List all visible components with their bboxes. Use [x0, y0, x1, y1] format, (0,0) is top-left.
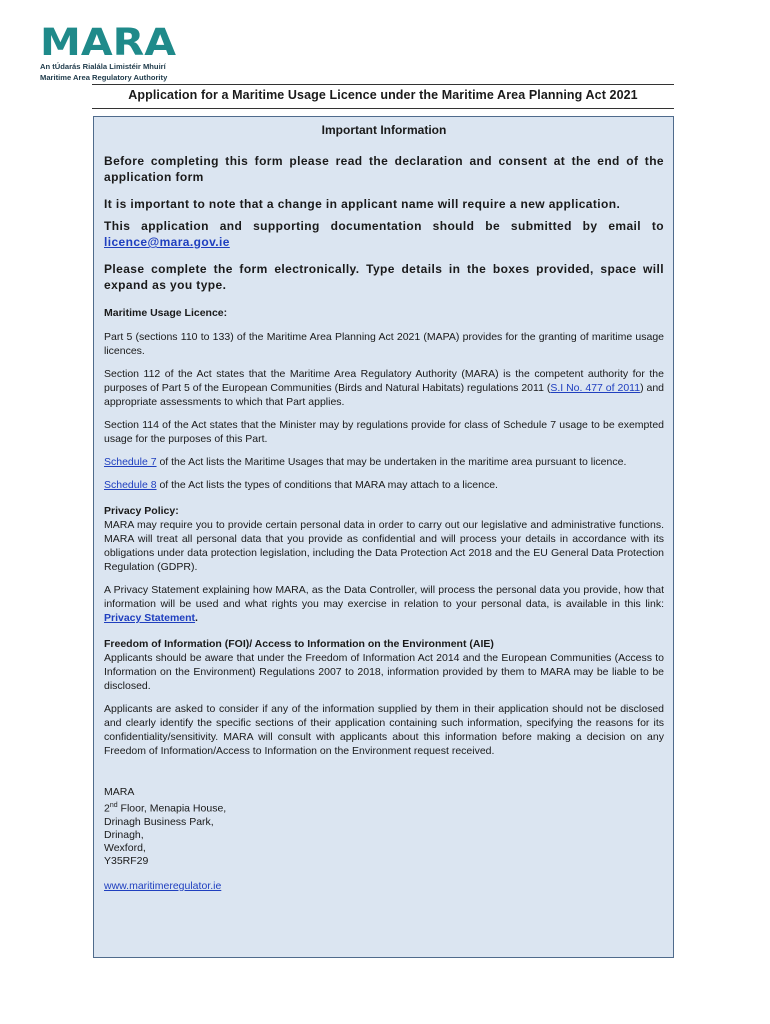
website-link[interactable]: www.maritimeregulator.ie	[104, 879, 222, 892]
logo-subtitle-irish: An tÚdarás Rialála Limistéir Mhuirí	[40, 62, 166, 71]
schedule8-link[interactable]: Schedule 8	[104, 479, 157, 491]
floor-number: 2	[104, 802, 110, 815]
logo-subtitle-english: Maritime Area Regulatory Authority	[40, 73, 168, 82]
postal-address	[104, 786, 664, 868]
para-schedule7	[104, 455, 664, 469]
s112-text-before: Section 112 of the Act states that the Maritime Area Regulatory Authority (MARA) is the competent authority for the purposes of Part 5 of the European Communities (Birds and Natural Habitats) regulations 2011 (	[104, 368, 664, 394]
notice-electronic: Please complete the form electronically. Type details in the boxes provided, space will expand as you type.	[104, 262, 664, 292]
notice-submission	[104, 218, 664, 250]
box-heading: Important Information	[321, 123, 447, 137]
privacy-section	[104, 504, 664, 574]
foi-section	[104, 637, 664, 693]
mara-logo	[40, 24, 180, 82]
notice-submission-text: This application and supporting documentation should be submitted by email to	[104, 219, 664, 233]
schedule8-text: of the Act lists the types of conditions that MARA may attach to a licence.	[156, 479, 498, 491]
title-bottom-rule	[92, 108, 674, 109]
privacy-statement-link[interactable]: Privacy Statement	[104, 612, 196, 624]
mara-logo-wordmark	[40, 24, 180, 60]
address-line-2	[104, 799, 664, 816]
privacy-statement-para	[104, 583, 664, 625]
address-line-4: Drinagh,	[104, 828, 144, 841]
title-top-rule	[92, 84, 674, 85]
applicants-para: Applicants are asked to consider if any of the information supplied by them in their application should not be disclosed and clearly identify the specific sections of their application containing such information, specifying the reasons for its confidentiality/sensitivity. MARA will consult with applicants about this information before making a decision on any Freedom of Information/Access to Information on the Environment request received.	[104, 703, 664, 757]
para-section114: Section 114 of the Act states that the Minister may by regulations provide for class of Schedule 7 usage to be exempted usage for the purposes of this Part.	[104, 419, 664, 445]
address-line-3: Drinagh Business Park,	[104, 815, 214, 828]
para-schedule8	[104, 478, 664, 492]
privacy-statement-end: .	[195, 612, 198, 624]
schedule7-link[interactable]: Schedule 7	[104, 456, 157, 468]
para-section112	[104, 367, 664, 409]
privacy-heading: Privacy Policy:	[104, 505, 179, 517]
para-part5: Part 5 (sections 110 to 133) of the Maritime Area Planning Act 2021 (MAPA) provides for the granting of maritime usage licences.	[104, 331, 664, 357]
address-line-5: Wexford,	[104, 841, 146, 854]
floor-suffix: nd	[109, 802, 118, 809]
floor-rest: Floor, Menapia House,	[117, 802, 227, 815]
privacy-text: MARA may require you to provide certain personal data in order to carry out our legislative and administrative functions. MARA will treat all personal data that you provide as confidential and will process your details in accordance with its obligations under data protection legislation, including the Data Protection Act 2018 and the EU General Data Protection Regulation (GDPR).	[104, 519, 664, 573]
important-information-box	[93, 116, 674, 958]
privacy-statement-text: A Privacy Statement explaining how MARA, as the Data Controller, will process the personal data you provide, how that information will be used and what rights you may exercise in relation to your personal data, is available in this link:	[104, 584, 664, 610]
address-line-6: Y35RF29	[104, 854, 149, 867]
si-477-link[interactable]: S.I No. 477 of 2011	[550, 382, 641, 394]
usage-licence-heading: Maritime Usage Licence:	[104, 307, 228, 319]
document-title: Application for a Maritime Usage Licence under the Maritime Area Planning Act 2021	[128, 88, 638, 102]
schedule7-text: of the Act lists the Maritime Usages that may be undertaken in the maritime area pursuant to licence.	[156, 456, 627, 468]
s112-text-after: ) and appropriate assessments to which that Part applies.	[104, 382, 664, 408]
licence-email-link[interactable]: licence@mara.gov.ie	[104, 235, 230, 249]
notice-declaration: Before completing this form please read the declaration and consent at the end of the application form	[104, 154, 664, 184]
notice-name-change: It is important to note that a change in applicant name will require a new application.	[104, 197, 621, 211]
foi-heading: Freedom of Information (FOI)/ Access to Information on the Environment (AIE)	[104, 638, 494, 650]
logo-word: MARA	[40, 24, 177, 60]
foi-text: Applicants should be aware that under the Freedom of Information Act 2014 and the European Communities (Access to Information on the Environment) Regulations 2007 to 2018, information provided by them to MARA may be liable to be disclosed.	[104, 652, 664, 692]
address-line-1: MARA	[104, 786, 135, 798]
